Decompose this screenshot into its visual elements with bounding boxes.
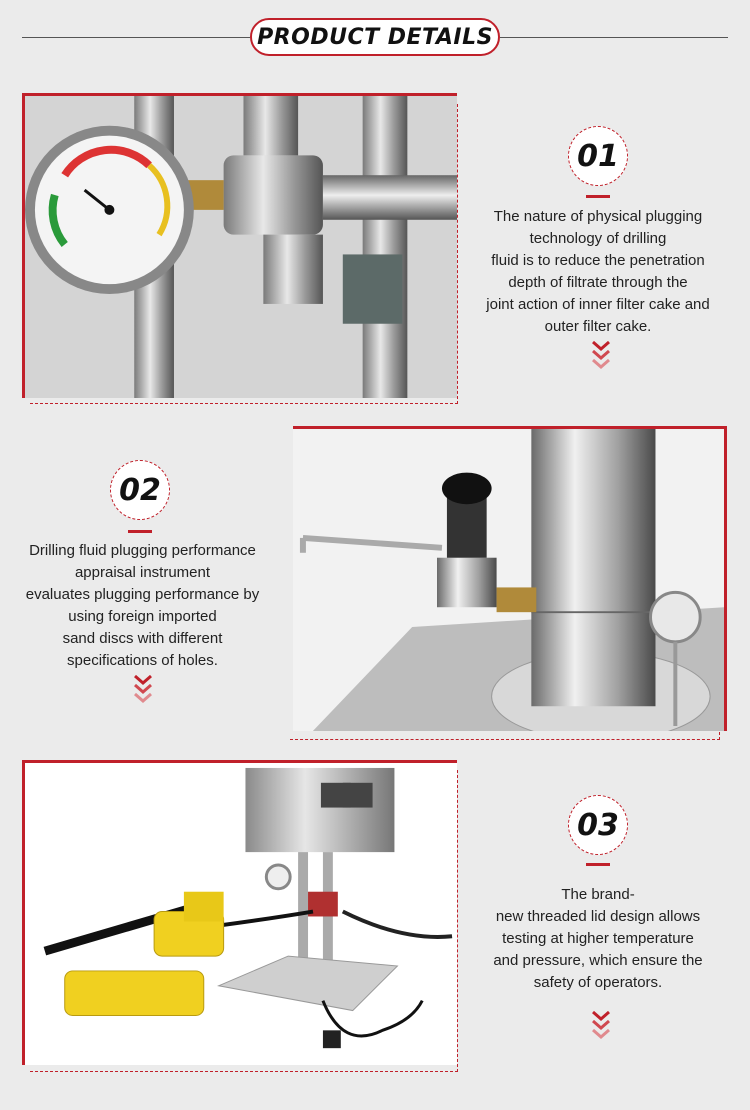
step-number-badge-2 [110,460,170,520]
description-line: technology of drilling [529,230,667,247]
triple-chevron-down-icon [591,340,611,370]
header-divider-right [500,37,728,38]
product-photo-2 [293,426,727,731]
header-divider-left [22,37,250,38]
step-number-3: 03 [577,807,619,843]
description-line: The brand- [561,886,635,903]
header-badge [250,18,500,56]
description-line: specifications of holes. [67,652,218,669]
description-line: testing at higher temperature [502,930,694,947]
step-number-2: 02 [119,472,161,508]
triple-chevron-down-icon [591,1010,611,1040]
product-photo-3 [22,760,457,1065]
description-line: depth of filtrate through the [508,274,688,291]
page-title: PRODUCT DETAILS [257,24,493,50]
description-line: evaluates plugging performance by [25,586,260,603]
description-3 [468,884,728,994]
description-line: sand discs with different [62,630,223,647]
description-line: The nature of physical plugging [493,208,703,225]
triple-chevron-down-icon [133,674,153,704]
product-photo-1 [22,93,457,398]
step-number-1: 01 [577,138,619,174]
description-line: safety of operators. [533,974,663,991]
step-number-badge-3 [568,795,628,855]
description-1 [468,206,728,338]
description-line: fluid is to reduce the penetration [491,252,705,269]
step-number-underline-2 [128,530,152,533]
description-2 [10,540,275,672]
description-line: Drilling fluid plugging performance [29,542,256,559]
description-line: new threaded lid design allows [495,908,701,925]
description-line: outer filter cake. [544,318,652,335]
description-line: and pressure, which ensure the [493,952,703,969]
description-line: appraisal instrument [74,564,211,581]
step-number-badge-1 [568,126,628,186]
step-number-underline-1 [586,195,610,198]
description-line: using foreign imported [68,608,217,625]
step-number-underline-3 [586,863,610,866]
description-line: joint action of inner filter cake and [486,296,710,313]
